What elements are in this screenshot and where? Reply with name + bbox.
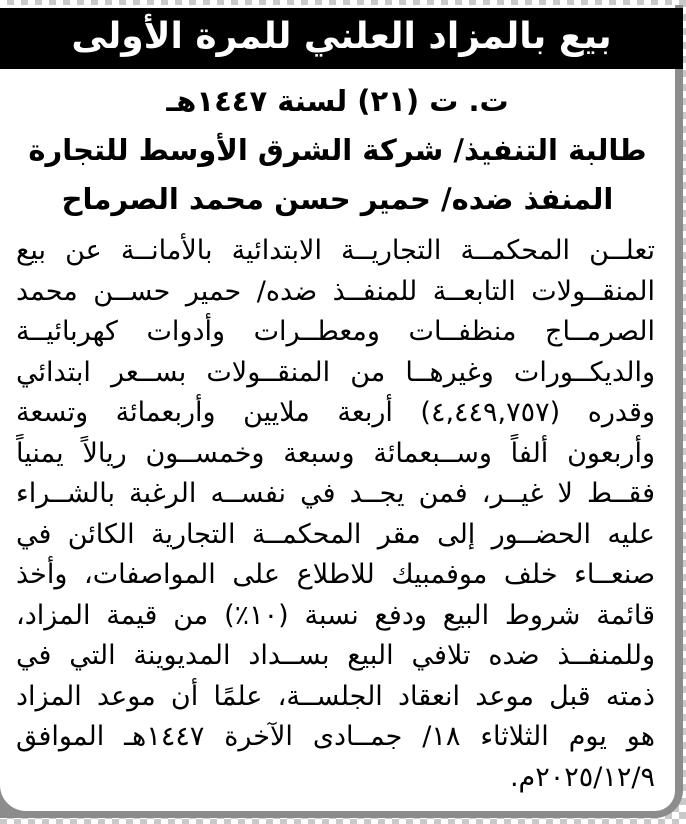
notice-title: بيع بالمزاد العلني للمرة الأولى	[71, 15, 612, 57]
notice-body-line: قائمة شروط البيع ودفع نسبة (١٠٪) من قيمة المزاد،	[16, 599, 655, 631]
notice-body-line: وأربعون ألفاً وســبعمائة وسبعة وخمســون ريالاً يمنياً	[16, 437, 655, 469]
notice-body-line: فقــط لا غيــر، فمن يجــد في نفســه الرغبة بالشــراء	[16, 478, 655, 509]
clipping-shadow-border	[0, 5, 683, 818]
notice-body-line: تعلــن المحكمــة التجاريــة الابتدائية بالأمانــة عن بيع	[16, 235, 655, 266]
notice-body-line: المنقــولات التابعــة للمنفــذ ضده/ حمير حســن محمد	[16, 275, 655, 307]
execution-requester-line: طالبة التنفيذ/ شركة الشرق الأوسط للتجارة	[28, 133, 647, 167]
notice-body-line: الصرمــاج منظفــات ومعطــرات وأدوات كهربائيــة	[16, 316, 655, 347]
notice-body-line: وقدره (٤,٤٤٩,٧٥٧) أربعة ملايين وأربعمائة وتسعة	[16, 397, 655, 428]
notice-body-line: والديكــورات وغيرهــا من المنقــولات بســعر ابتدائي	[16, 356, 655, 388]
clipping-paper	[0, 5, 675, 811]
notice-body-line: ذمته قبل موعد انعقاد الجلســة، علمًا أن موعد المزاد	[16, 680, 655, 712]
notice-body-line: هو يوم الثلاثاء ١٨/ جمــادى الآخرة ١٤٤٧هـ الموافق	[16, 721, 655, 752]
notice-body-line: ٢٠٢٥/١٢/٩م.	[509, 761, 655, 793]
notice-title-banner	[0, 8, 683, 69]
notice-body-line: عليه الحضــور إلى مقر المحكمــة التجارية الكائن في	[16, 518, 655, 550]
notice-content	[0, 69, 675, 798]
executed-against-line: المنفذ ضده/ حمير حسن محمد الصرماح	[61, 182, 614, 216]
notice-body-paragraph	[0, 231, 675, 798]
case-reference-line: ت. ت (٢١) لسنة ١٤٤٧هـ	[166, 84, 509, 118]
notice-body-line: صنعــاء خلف موفمبيك للاطلاع على المواصفات، وأخذ	[16, 559, 655, 590]
notice-body-line: وللمنفــذ ضده تلافي البيع بســداد المديوينة التي في	[16, 640, 655, 671]
